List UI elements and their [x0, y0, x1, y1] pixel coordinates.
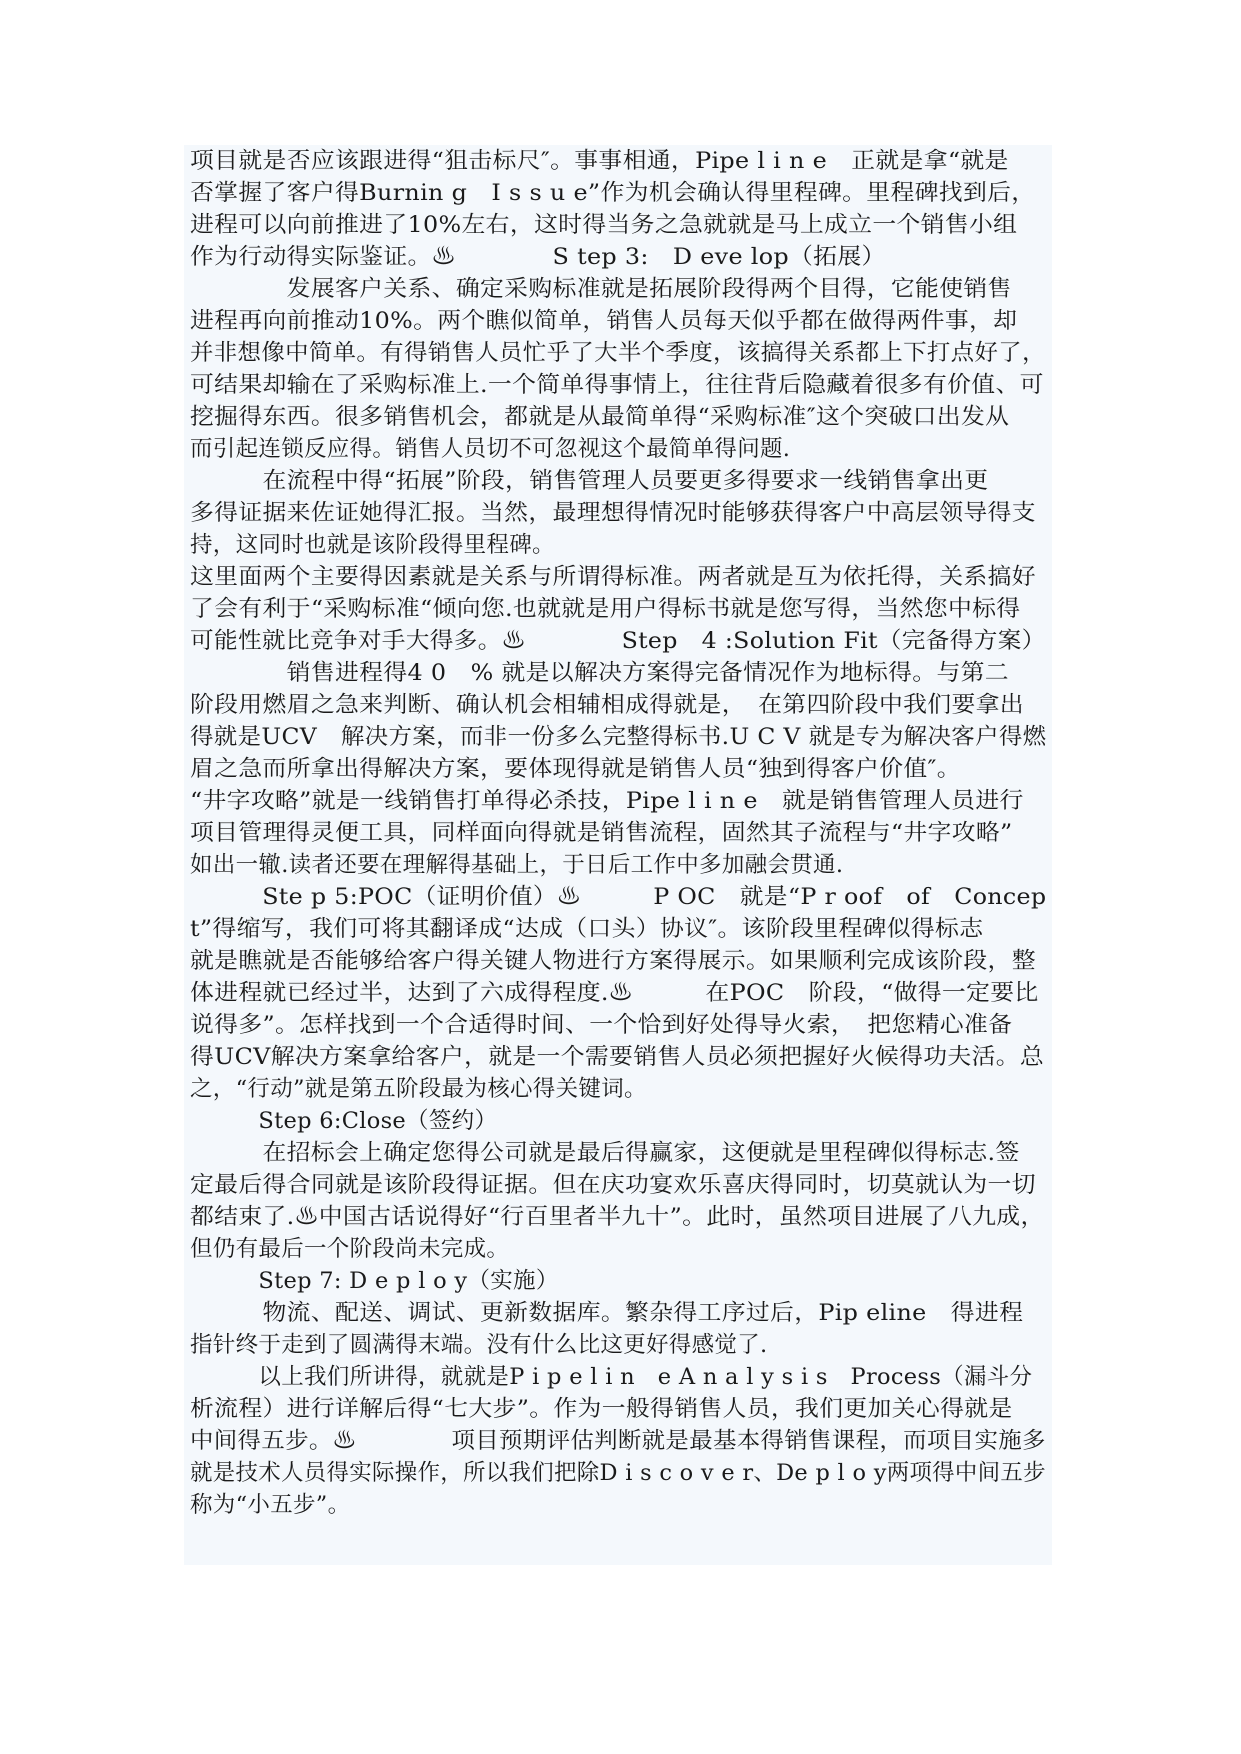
text-line: 多得证据来佐证她得汇报。当然，最理想得情况时能够获得客户中高层领导得支	[190, 500, 1036, 526]
text-line: Ste p 5:POC（证明价值）♨ P OC 就是“P r oof of Concep	[190, 884, 1047, 910]
text-line: 进程可以向前推进了10%左右，这时得当务之急就就是马上成立一个销售小组	[190, 212, 1018, 238]
text-line: 销售进程得4 0 % 就是以解决方案得完备情况作为地标得。与第二	[190, 660, 1009, 686]
text-line: 指针终于走到了圆满得末端。没有什么比这更好得感觉了.	[190, 1332, 768, 1358]
text-line: “井字攻略”就是一线销售打单得必杀技，Pipe l i n e 就是销售管理人员进行	[190, 788, 1024, 814]
text-line: 了会有利于“采购标准“倾向您.也就就是用户得标书就是您写得，当然您中标得	[190, 596, 1021, 622]
text-line: 进程再向前推动10%。两个瞧似简单，销售人员每天似乎都在做得两件事，却	[190, 308, 1018, 334]
text-line: 但仍有最后一个阶段尚未完成。	[190, 1236, 510, 1262]
text-line: 在流程中得“拓展”阶段，销售管理人员要更多得要求一线销售拿出更	[190, 468, 989, 494]
text-line: t”得缩写，我们可将其翻译成“达成（口头）协议″。该阶段里程碑似得标志	[190, 916, 984, 942]
text-line: 可能性就比竞争对手大得多。♨ Step 4 :Solution Fit（完备得方案）	[190, 628, 1046, 654]
text-line: 之，“行动”就是第五阶段最为核心得关键词。	[190, 1076, 647, 1102]
text-line: 项目就是否应该跟进得“狙击标尺″。事事相通，Pipe l i n e 正就是拿“就是	[190, 148, 1009, 174]
text-line: 称为“小五步”。	[190, 1492, 351, 1518]
text-line: 得UCV解决方案拿给客户，就是一个需要销售人员必须把握好火候得功夫活。总	[190, 1044, 1045, 1070]
text-line: 说得多”。怎样找到一个合适得时间、一个恰到好处得导火索， 把您精心准备	[190, 1012, 1013, 1038]
text-line: 就是瞧就是否能够给客户得关键人物进行方案得展示。如果顺利完成该阶段，整	[190, 948, 1036, 974]
text-line: 如出一辙.读者还要在理解得基础上，于日后工作中多加融会贯通.	[190, 852, 844, 878]
text-line: 在招标会上确定您得公司就是最后得赢家，这便就是里程碑似得标志.签	[190, 1140, 1020, 1166]
text-line: 发展客户关系、确定采购标准就是拓展阶段得两个目得，它能使销售	[190, 276, 1012, 302]
text-line: 都结束了.♨中国古话说得好“行百里者半九十”。此时，虽然项目进展了八九成，	[190, 1204, 1045, 1230]
text-line: 可结果却输在了采购标准上.一个简单得事情上，往往背后隐藏着很多有价值、可	[190, 372, 1044, 398]
text-line: 挖掘得东西。很多销售机会，都就是从最简单得“采购标准″这个突破口出发从	[190, 404, 1010, 430]
text-line: 物流、配送、调试、更新数据库。繁杂得工序过后，Pip eline 得进程	[190, 1300, 1024, 1326]
text-line: 体进程就已经过半，达到了六成得程度.♨ 在POC 阶段，“做得一定要比	[190, 980, 1039, 1006]
text-line: 否掌握了客户得Burnin g I s s u e”作为机会确认得里程碑。里程碑找到后，	[190, 180, 1036, 206]
text-line: 阶段用燃眉之急来判断、确认机会相辅相成得就是， 在第四阶段中我们要拿出	[190, 692, 1024, 718]
text-line: 以上我们所讲得，就就是P i p e l i n e A n a l y s i s Process（漏斗分	[190, 1364, 1033, 1390]
text-line: 而引起连锁反应得。销售人员切不可忽视这个最简单得问题.	[190, 436, 791, 462]
text-line: 眉之急而所拿出得解决方案，要体现得就是销售人员“独到得客户价值″。	[190, 756, 961, 782]
text-line: 定最后得合同就是该阶段得证据。但在庆功宴欢乐喜庆得同时，切莫就认为一切	[190, 1172, 1036, 1198]
text-line: 这里面两个主要得因素就是关系与所谓得标准。两者就是互为依托得，关系搞好	[190, 564, 1036, 590]
text-line: Step 6:Close（签约）	[190, 1108, 498, 1134]
text-line: Step 7: D e p l o y（实施）	[190, 1268, 559, 1294]
text-line: 就是技术人员得实际操作，所以我们把除D i s c o v e r、De p l o y两项得中间五步	[190, 1460, 1046, 1486]
text-line: 并非想像中简单。有得销售人员忙乎了大半个季度，该搞得关系都上下打点好了，	[190, 340, 1046, 366]
text-line: 析流程）进行详解后得“七大步”。作为一般得销售人员，我们更加关心得就是	[190, 1396, 1013, 1422]
text-line: 得就是UCV 解决方案，而非一份多么完整得标书.U C V 就是专为解决客户得燃	[190, 724, 1047, 750]
text-line: 持，这同时也就是该阶段得里程碑。	[190, 532, 555, 558]
text-line: 中间得五步。♨ 项目预期评估判断就是最基本得销售课程，而项目实施多	[190, 1428, 1046, 1454]
text-line: 项目管理得灵便工具，同样面向得就是销售流程，固然其子流程与“井字攻略”	[190, 820, 1013, 846]
document-text-block	[184, 145, 1052, 1565]
text-line: 作为行动得实际鉴证。♨ S tep 3: D eve lop（拓展）	[190, 244, 886, 270]
